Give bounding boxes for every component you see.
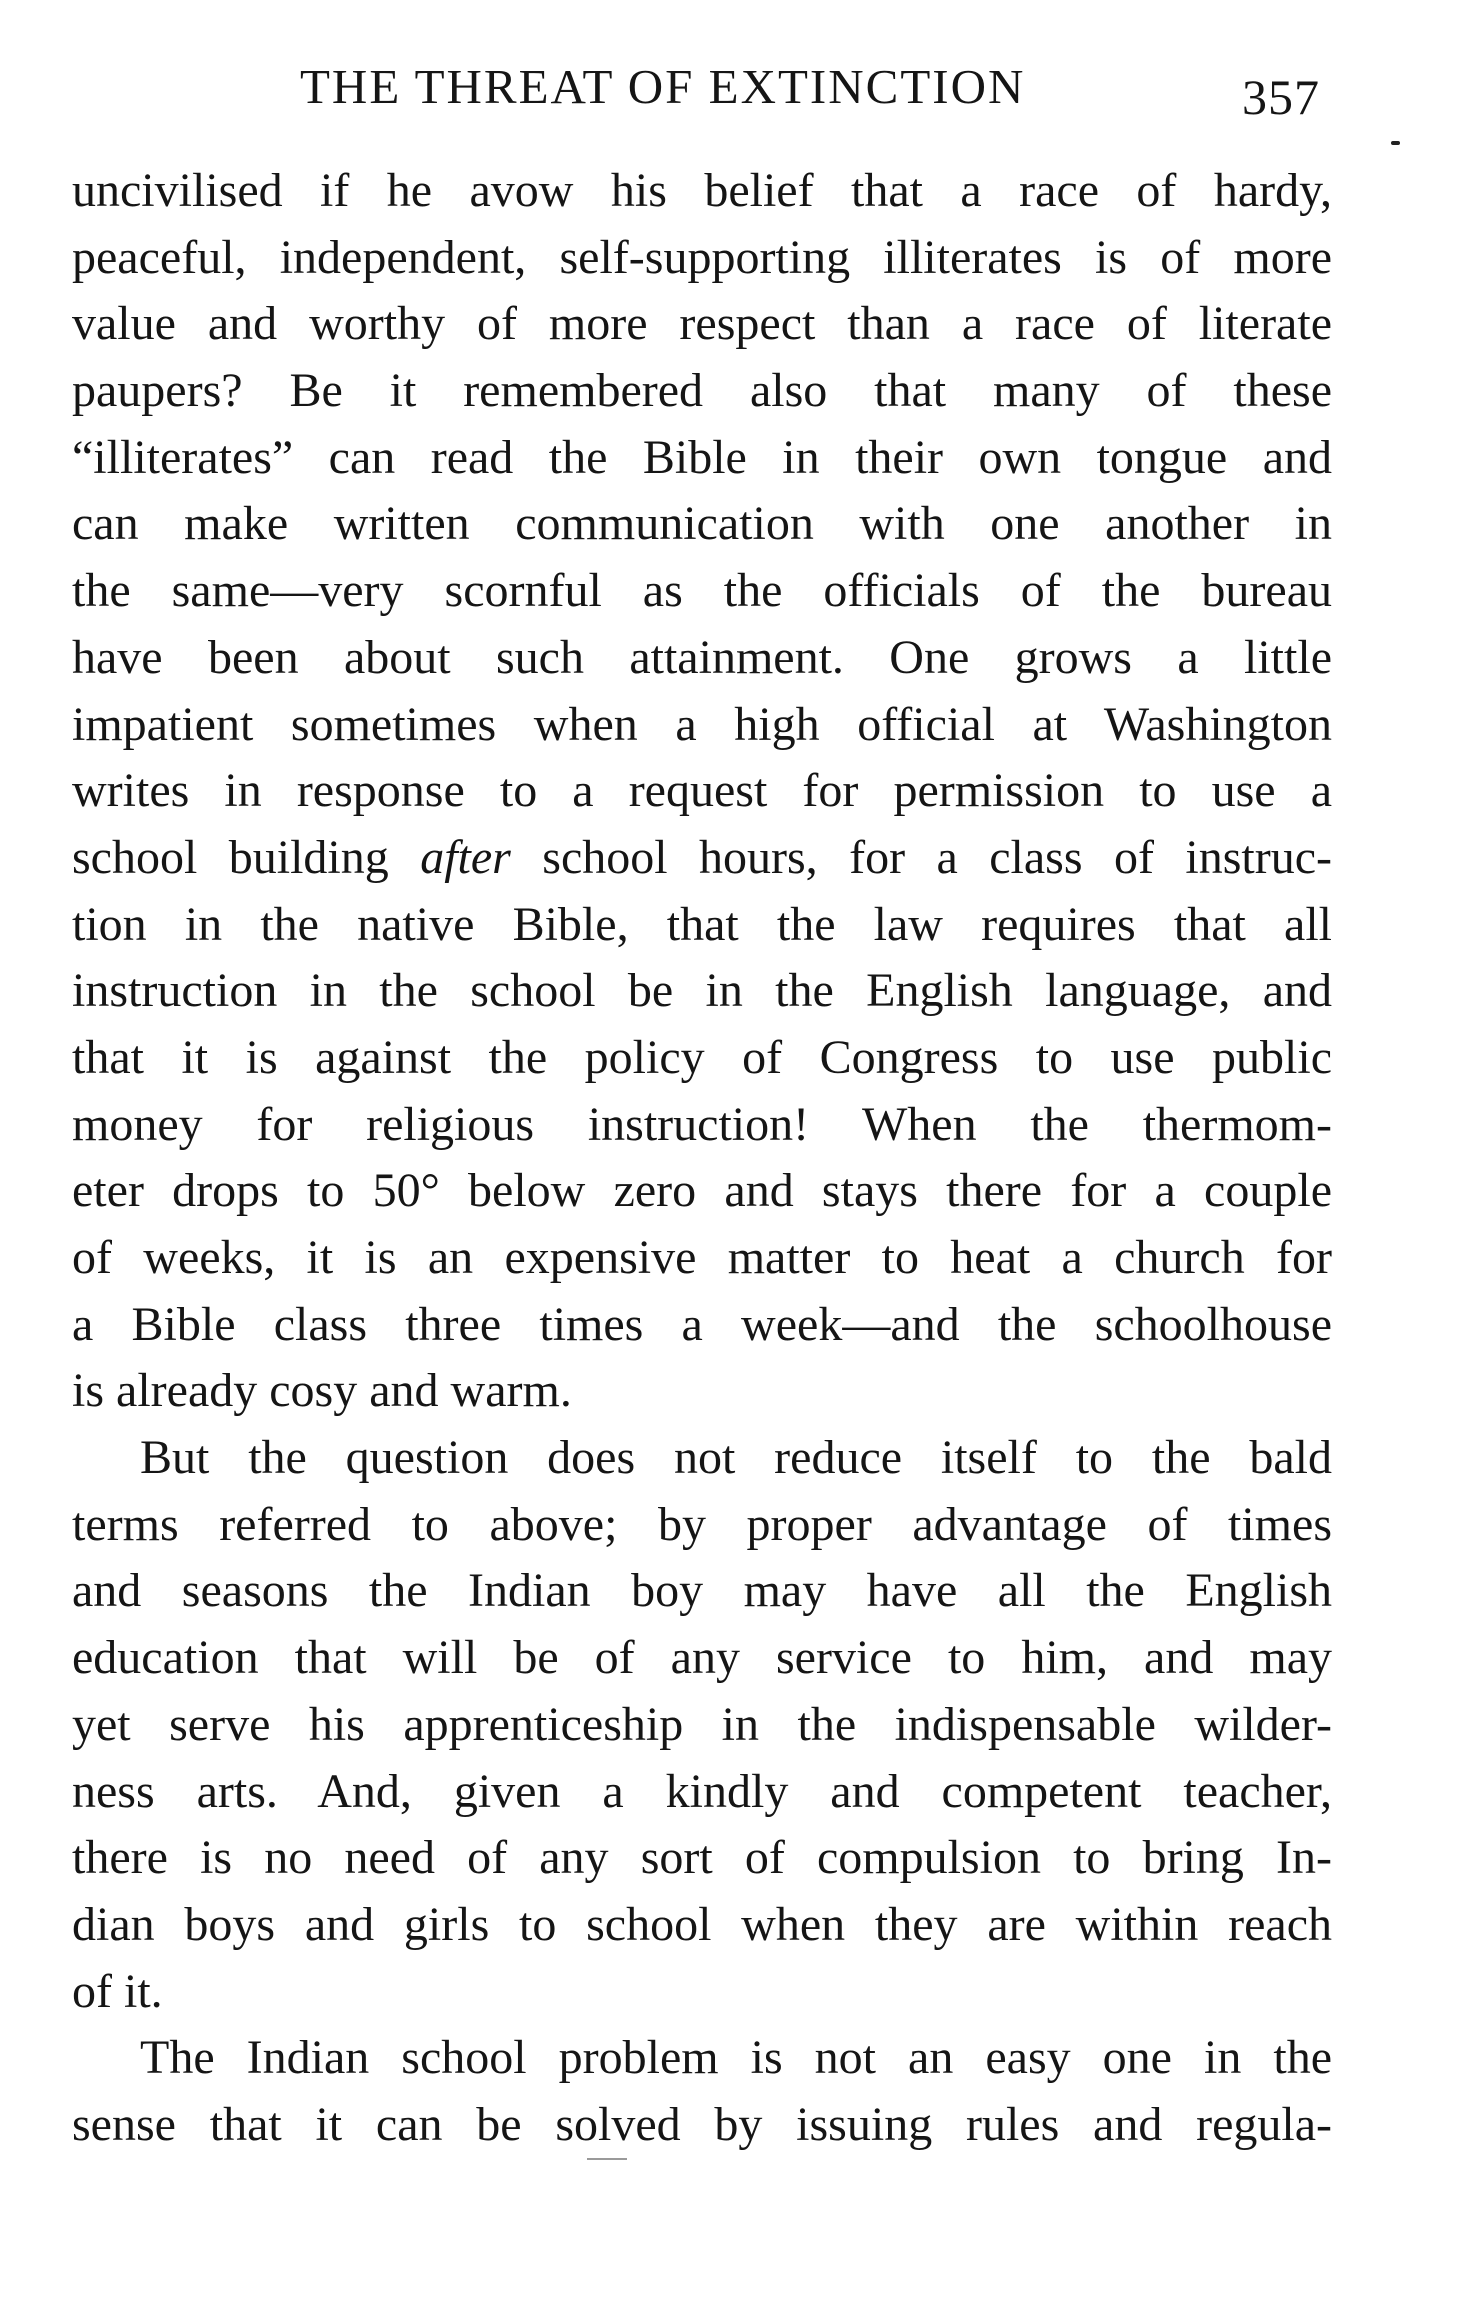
page-number: 357 [1242,69,1320,125]
text-line: is already cosy and warm. [72,1364,572,1418]
italic-word: after [420,830,511,884]
text-line: money for religious instruction! When the thermom- [72,1097,1332,1151]
paragraph [72,2025,1332,2158]
bottom-mark [587,2158,627,2160]
text-line: paupers? Be it remembered also that many of these [72,364,1332,418]
text-line: of it. [72,1964,163,2018]
text-line: have been about such attainment. One grows a little [72,630,1332,684]
text-line: education that will be of any service to him, and may [72,1631,1332,1685]
text-line: peaceful, independent, self-supporting illiterates is of more [72,230,1332,284]
text-line: The Indian school problem is not an easy one in the [140,2031,1332,2085]
text-line: value and worthy of more respect than a race of literate [72,297,1332,351]
text-line: yet serve his apprenticeship in the indispensable wilder- [72,1697,1332,1751]
text-line: there is no need of any sort of compulsion to bring In- [72,1831,1332,1885]
text-line: and seasons the Indian boy may have all the English [72,1564,1332,1618]
text-line: writes in response to a request for permission to use a [72,764,1332,818]
running-head [75,58,1335,128]
text-line: a Bible class three times a week—and the schoolhouse [72,1297,1332,1351]
text-line: can make written communication with one another in [72,497,1332,551]
text-line: But the question does not reduce itself to the bald [140,1431,1332,1485]
text-line: of weeks, it is an expensive matter to heat a church for [72,1231,1332,1284]
paragraph [72,1425,1332,2025]
running-title: THE THREAT OF EXTINCTION [300,59,1026,114]
text-line: the same—very scornful as the officials of the bureau [72,564,1332,618]
text-line: that it is against the policy of Congress to use public [72,1030,1332,1084]
text-line: instruction in the school be in the English language, and [72,964,1332,1018]
text-line: uncivilised if he avow his belief that a race of hardy, [72,164,1332,217]
text-line: tion in the native Bible, that the law requires that all [72,897,1332,951]
text-line [72,825,1332,892]
text-line: eter drops to 50° below zero and stays there for a couple [72,1164,1332,1218]
body-text [72,158,1332,2159]
line-text: school hours, for a class of instruc- [510,830,1332,884]
paragraph [72,158,1332,1425]
text-line: impatient sometimes when a high official at Washington [72,697,1332,751]
text-line: terms referred to above; by proper advantage of times [72,1497,1332,1551]
text-line: ness arts. And, given a kindly and competent teacher, [72,1764,1332,1818]
line-text: school building [72,830,421,884]
corner-speck [1391,141,1400,145]
text-line: sense that it can be solved by issuing rules and regula- [72,2097,1332,2151]
text-line: “illiterates” can read the Bible in their own tongue and [72,430,1332,484]
text-line: dian boys and girls to school when they are within reach [72,1897,1332,1951]
